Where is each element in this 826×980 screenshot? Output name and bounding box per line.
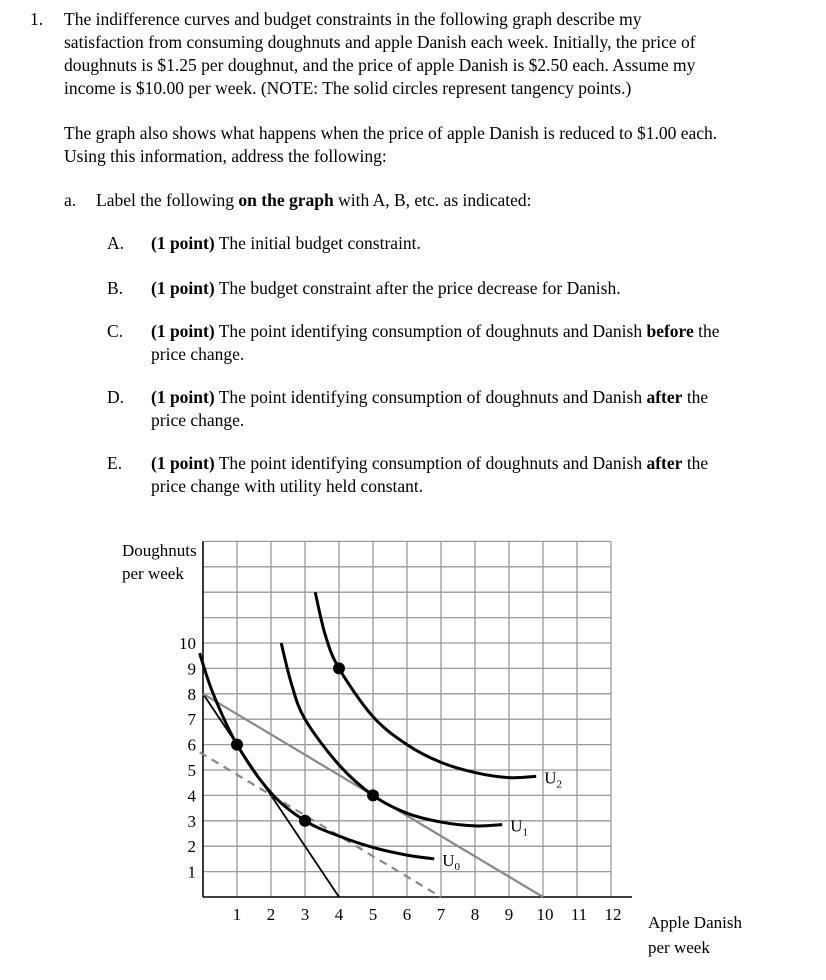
item-text: (1 point) The budget constraint after the price decrease for Danish.	[151, 278, 621, 298]
item-letter: C.	[107, 321, 124, 341]
item-text: (1 point) The point identifying consumption of doughnuts and Danish after the	[151, 387, 709, 407]
x-axis-label: Apple Danish	[648, 913, 742, 932]
question-number: 1.	[30, 9, 44, 29]
x-tick-label: 7	[436, 905, 446, 924]
part-letter: a.	[64, 190, 77, 210]
item-text: (1 point) The point identifying consumption of doughnuts and Danish after the	[151, 453, 709, 473]
x-tick-label: 9	[504, 905, 514, 924]
x-tick-label: 8	[470, 905, 480, 924]
tangency-point	[299, 815, 311, 827]
x-tick-label: 5	[368, 905, 378, 924]
x-tick-label: 2	[266, 905, 276, 924]
intro-line: The indifference curves and budget constraints in the following graph describe my	[64, 9, 642, 29]
part-a-text: Label the following on the graph with A, B, etc. as indicated:	[96, 190, 532, 210]
tangency-point	[333, 662, 345, 674]
y-tick-label: 4	[187, 786, 196, 806]
item-text-line2: price change.	[151, 344, 245, 364]
item-text-line2: price change with utility held constant.	[151, 476, 424, 496]
y-tick-label: 6	[187, 735, 196, 755]
item-letter: D.	[107, 387, 125, 407]
x-tick-label: 6	[402, 905, 412, 924]
y-tick-label: 1	[187, 862, 196, 882]
y-tick-label: 9	[187, 659, 196, 679]
y-tick-label: 2	[187, 837, 196, 857]
x-tick-label: 11	[570, 905, 588, 924]
indifference-curve-u0	[200, 653, 435, 859]
item-text: (1 point) The point identifying consumption of doughnuts and Danish before the	[151, 321, 720, 341]
y-tick-label: 3	[187, 811, 196, 831]
y-axis-label: per week	[122, 564, 184, 583]
tangency-point	[367, 789, 379, 801]
curve-label-u2: $U_2$	[544, 768, 562, 791]
x-tick-label: 10	[536, 905, 554, 924]
y-tick-label: 10	[179, 634, 196, 653]
x-tick-label: 1	[232, 905, 242, 924]
budget-line-compensated	[200, 752, 441, 897]
y-axis-label: Doughnuts	[122, 541, 197, 560]
intro-line: satisfaction from consuming doughnuts and apple Danish each week. Initially, the price of	[64, 32, 696, 52]
para2-line: The graph also shows what happens when the price of apple Danish is reduced to $1.00 each.	[64, 123, 718, 143]
y-tick-label: 8	[187, 684, 196, 704]
y-tick-label: 7	[187, 710, 196, 730]
x-tick-label: 3	[300, 905, 310, 924]
curve-label-u1: $U_1$	[510, 816, 528, 839]
x-axis-label: per week	[648, 938, 710, 957]
item-text: (1 point) The initial budget constraint.	[151, 233, 421, 253]
y-tick-label: 5	[187, 761, 196, 780]
tangency-point	[231, 739, 243, 751]
curve-label-u0: $U_0$	[442, 850, 460, 873]
item-letter: E.	[107, 453, 123, 473]
item-letter: B.	[107, 278, 124, 298]
intro-line: doughnuts is $1.25 per doughnut, and the price of apple Danish is $2.50 each. Assume my	[64, 55, 696, 75]
intro-line: income is $10.00 per week. (NOTE: The solid circles represent tangency points.)	[64, 78, 632, 98]
item-text-line2: price change.	[151, 410, 245, 430]
item-letter: A.	[107, 233, 125, 253]
x-tick-label: 12	[604, 905, 622, 924]
para2-line: Using this information, address the following:	[64, 146, 387, 166]
x-tick-label: 4	[334, 905, 344, 924]
indifference-curve-u2	[315, 592, 536, 778]
